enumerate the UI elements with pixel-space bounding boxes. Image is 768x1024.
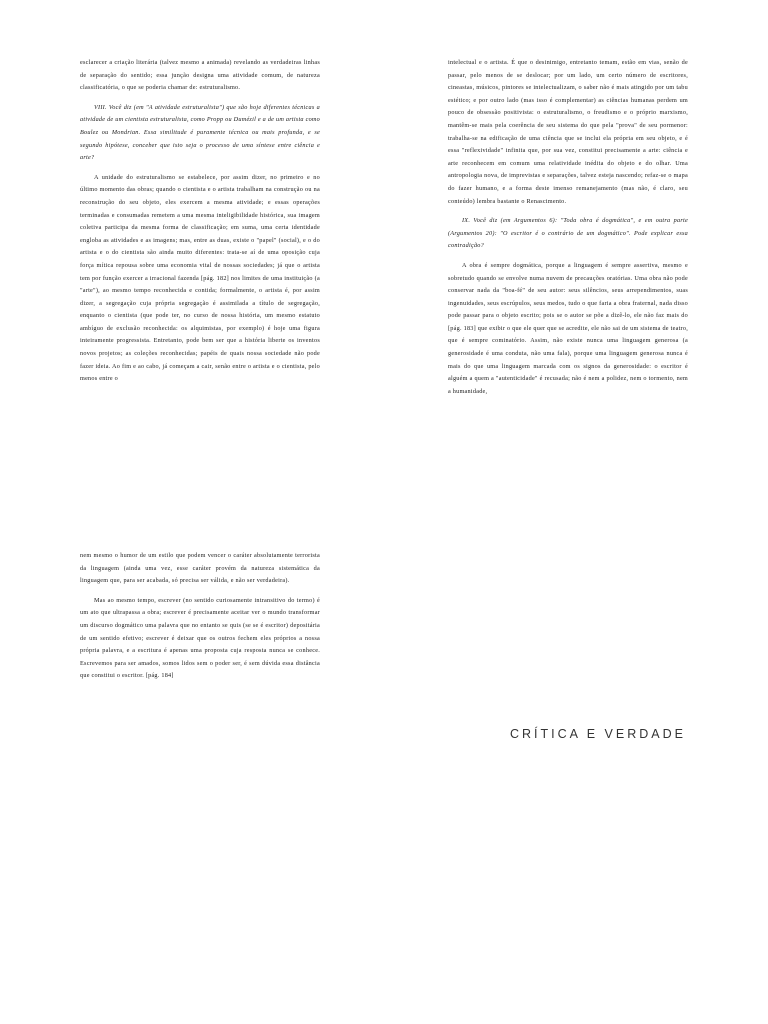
right-column	[448, 57, 688, 405]
interview-question: IX. Você diz (em Argumentos 6): "Toda obra é dogmática", e em outra parte (Argumentos 20): "O escritor é o contrário de um dogmático". Pode explicar essa contradição?	[448, 217, 688, 250]
left-column-top	[80, 57, 320, 393]
paragraph: A unidade do estruturalismo se estabelece, por assim dizer, no primeiro e no último momento das obras; quando o cientista e o artista trabalham na construção ou na reconstrução do seu objeto, eles exercem a mesma atividade; e essas operações terminadas e consumadas remetem a uma mesma inteligibilidade histórica, sua imagem coletiva participa da mesma forma de classificação; em suma, uma certa identidade engloba as atividades e as imagens; mas, entre as duas, existe o "papel" (social), e o do artista e o do cientista são ainda muito diferentes: trata-se aí de uma oposição cuja força mítica repousa sobre uma economia vital de nossas sociedades; já que o artista tem por função exercer a irracional fazenda [pág. 182] nos limites de uma instituição (a "arte"), ao mesmo tempo reconhecida e contida; formalmente, o artista é, por assim dizer, a segregação cuja própria segregação é assimilada a título de segregação, enquanto o cientista (que pode ter, no curso de nossa história, um mesmo estatuto ambíguo de exclusão reconhecida: os alquimistas, por exemplo) é hoje uma figura inteiramente progressista. Entretanto, pode bem ser que a história liberte os inventos novos projetos; as coleções reconhecidas; papéis de quais nossa sociedade não pode fazer ideia. Ao fim e ao cabo, já começam a cair, senão entre o artista e o cientista, pelo menos entre o	[80, 173, 320, 383]
left-column-bottom	[80, 550, 320, 690]
paragraph: esclarecer a criação literária (talvez mesmo a animada) revelando as verdadeiras linhas de separação do sentido; essa junção designa uma atividade comum, de natureza classificatória, o que se poderia chamar de: estruturalismo.	[80, 59, 320, 92]
paragraph: intelectual e o artista. É que o desinimigo, entretanto temam, estão em vias, senão de passar, pelo menos de se deslocar; por um lado, um certo número de escritores, cineastas, músicos, pintores se intelectualizam, o saber não é mais atingido por um tabu estético; e por outro lado (mas isso é complementar) as ciências humanas perdem um pouco de obsessão positivista: o estruturalismo, o freudismo e o próprio marxismo, mantêm-se mais pela coerência de seu sistema do que pela "prova" de seu pormenor: trabalha-se na edificação de uma ciência que se inclui ela própria em seu objeto, e é essa "reflexividade" infinita que, por sua vez, constitui precisamente a arte: ciência e arte reconhecem em comum uma relatividade inédita do objeto e do olhar. Uma antropologia nova, de imprevistas e separações, talvez esteja nascendo; refaz-se o mapa do fazer humano, e a forma deste imenso remanejamento (mas não, é claro, seu conteúdo) lembra bastante o Renascimento.	[448, 59, 688, 205]
paragraph: nem mesmo o humor de um estilo que podem vencer o caráter absolutamente terrorista da linguagem (ainda uma vez, esse caráter provém da natureza sistemática da linguagem que, para ser acabada, só precisa ser válida, e não ser verdadeira).	[80, 552, 320, 585]
paragraph: A obra é sempre dogmática, porque a linguagem é sempre assertiva, mesmo e sobretudo quando se envolve numa nuvem de precauções oratórias. Uma obra não pode conservar nada da "boa-fé" de seu autor: seus silêncios, seus arrependimentos, suas ingenuidades, seus escrúpulos, seus medos, tudo o que faria a obra fraternal, nada disso pode passar para o objeto escrito; pois se o autor se põe a dizê-lo, ele não faz mais do [pág. 183] que exibir o que ele quer que se acredite, ele não sai de um sistema de teatro, que é sempre cominatório. Assim, não existe nunca uma linguagem generosa (a generosidade é uma conduta, não uma fala), porque uma linguagem generosa nunca é mais do que uma linguagem marcada com os signos da generosidade: o escritor é alguém a quem a "autenticidade" é recusada; não é nem a polidez, nem o tormento, nem a humanidade,	[448, 261, 688, 395]
interview-question: VIII. Você diz (em "A atividade estruturalista") que são hoje diferentes técnicas a atividade de um cientista estruturalista, como Propp ou Dumézil e a de um artista como Boulez ou Mondrian. Essa similitude é puramente técnica ou mais profunda, e se segundo hipótese, conceber que isto seja o processo de uma síntese entre ciência e arte?	[80, 103, 320, 162]
running-title: CRÍTICA E VERDADE	[509, 727, 686, 741]
paragraph: Mas ao mesmo tempo, escrever (no sentido curiosamente intransitivo do termo) é um ato que ultrapassa a obra; escrever é precisamente aceitar ver o mundo transformar um discurso dogmático uma palavra que no entanto se quis (se se é escritor) depositária de um sentido efetivo; escrever é deixar que os outros fechem eles próprios a nossa própria palavra, e a escritura é apenas uma proposta cuja resposta nunca se conhece. Escrevemos para ser amados, somos lidos sem o poder ser, é sem dúvida essa distância que constitui o escritor. [pág. 184]	[80, 596, 320, 680]
